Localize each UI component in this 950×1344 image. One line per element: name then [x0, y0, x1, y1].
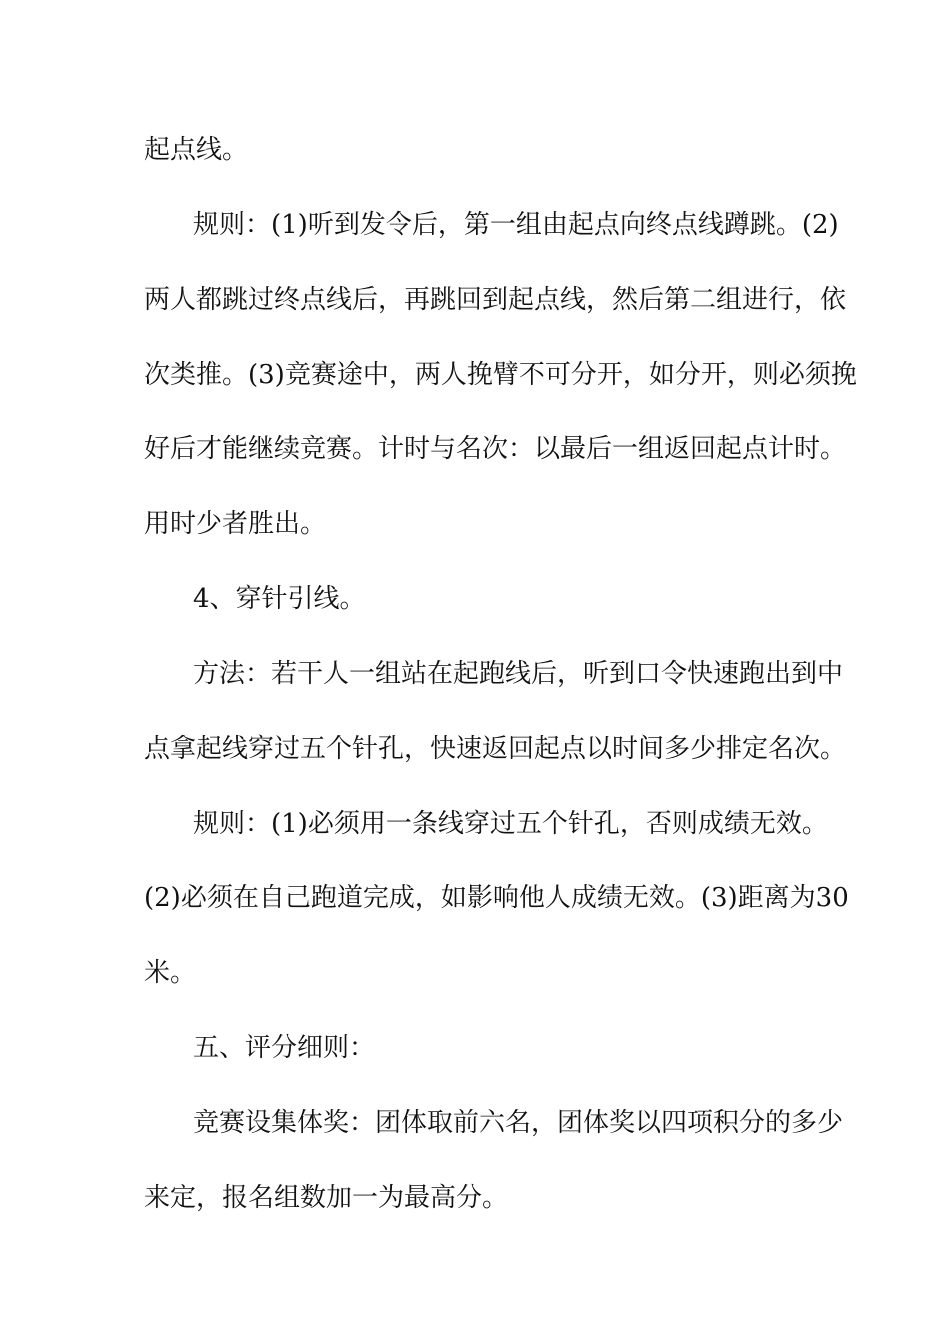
text-line-4: 次类推。(3)竞赛途中，两人挽臂不可分开，如分开，则必须挽: [144, 360, 857, 390]
text-line-10: 规则：(1)必须用一条线穿过五个针孔，否则成绩无效。: [193, 809, 828, 839]
section-heading-4: 4、穿针引线。: [193, 584, 366, 614]
text-line-12: 米。: [144, 958, 197, 988]
section-heading-5: 五、评分细则：: [193, 1033, 376, 1063]
text-line-6: 用时少者胜出。: [144, 509, 327, 539]
text-line-8: 方法：若干人一组站在起跑线后，听到口令快速跑出到中: [193, 659, 844, 689]
text-line-15: 来定，报名组数加一为最高分。: [144, 1183, 509, 1213]
text-line-9: 点拿起线穿过五个针孔，快速返回起点以时间多少排定名次。: [144, 734, 847, 764]
text-line-1: 起点线。: [144, 135, 249, 165]
text-line-5: 好后才能继续竞赛。计时与名次：以最后一组返回起点计时。: [144, 434, 847, 464]
text-line-11: (2)必须在自己跑道完成，如影响他人成绩无效。(3)距离为30: [144, 883, 849, 913]
text-line-14: 竞赛设集体奖：团体取前六名，团体奖以四项积分的多少: [193, 1108, 844, 1138]
text-line-2: 规则：(1)听到发令后，第一组由起点向终点线蹲跳。(2): [193, 210, 839, 240]
text-line-3: 两人都跳过终点线后，再跳回到起点线，然后第二组进行，依: [144, 285, 847, 315]
